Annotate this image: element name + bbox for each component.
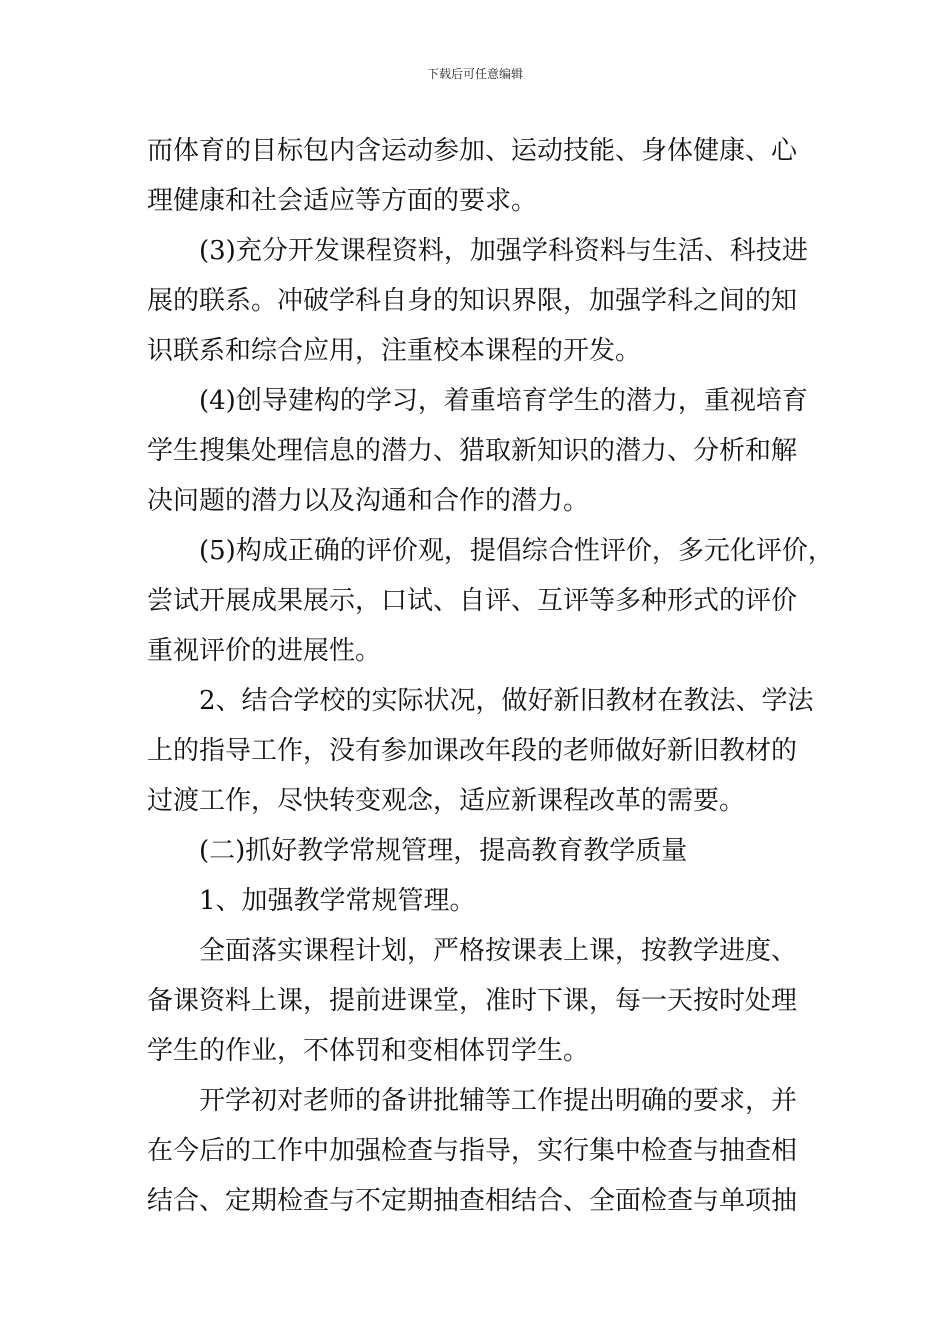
text-line: 在今后的工作中加强检查与指导，实行集中检查与抽查相 [147,1136,798,1166]
text-line: (3)充分开发课程资料，加强学科资料与生活、科技进 [199,236,808,266]
text-line: 尝试开展成果展示，口试、自评、互评等多种形式的评价 [147,586,798,616]
text-line: 2、结合学校的实际状况，做好新旧教材在教法、学法 [199,686,814,716]
page-header: 下载后可任意编辑 [426,67,523,81]
text-line: 学生搜集处理信息的潜力、猎取新知识的潜力、分析和解 [147,436,798,466]
text-line: 上的指导工作，没有参加课改年段的老师做好新旧教材的 [147,736,798,766]
section-heading: (二)抓好教学常规管理，提高教育教学质量 [199,836,688,866]
text-line: 备课资料上课，提前进课堂，准时下课，每一天按时处理 [147,986,798,1016]
text-line: 理健康和社会适应等方面的要求。 [147,186,538,216]
text-line: 过渡工作，尽快转变观念，适应新课程改革的需要。 [147,786,746,816]
text-line: 重视评价的进展性。 [147,636,382,666]
subsection-heading: 1、加强教学常规管理。 [199,886,476,916]
document-body [147,126,834,1226]
text-line: 结合、定期检查与不定期抽查相结合、全面检查与单项抽 [147,1186,798,1216]
text-line: (5)构成正确的评价观，提倡综合性评价，多元化评价， [199,536,834,566]
text-line: 开学初对老师的备讲批辅等工作提出明确的要求，并 [199,1086,798,1116]
text-line: 而体育的目标包内含运动参加、运动技能、身体健康、心 [147,136,798,166]
text-line: (4)创导建构的学习，着重培育学生的潜力，重视培育 [199,386,808,416]
text-line: 识联系和综合应用，注重校本课程的开发。 [147,336,642,366]
text-line: 展的联系。冲破学科自身的知识界限，加强学科之间的知 [147,286,798,316]
text-line: 学生的作业，不体罚和变相体罚学生。 [147,1036,590,1066]
text-line: 全面落实课程计划，严格按课表上课，按教学进度、 [199,936,798,966]
text-line: 决问题的潜力以及沟通和合作的潜力。 [147,486,590,516]
